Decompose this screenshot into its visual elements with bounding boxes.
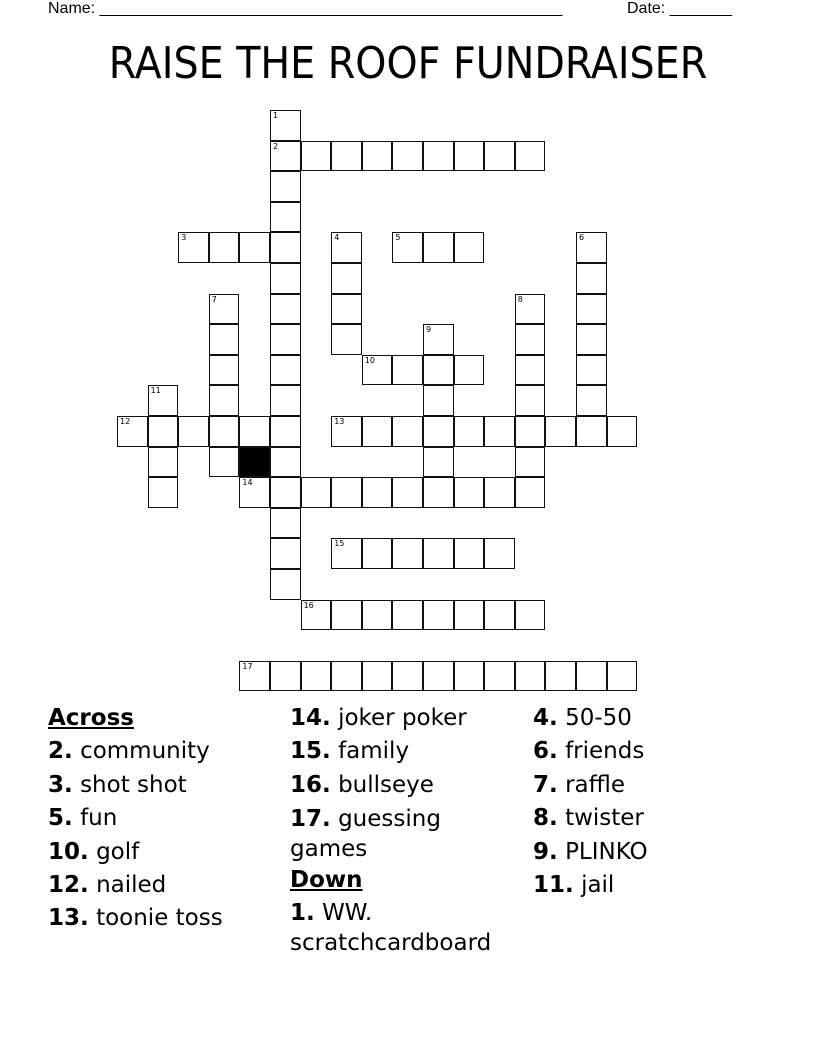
grid-cell[interactable] — [576, 661, 607, 692]
grid-cell[interactable] — [148, 477, 179, 508]
grid-cell[interactable] — [392, 141, 423, 172]
grid-cell[interactable] — [270, 355, 301, 386]
clue-across-13: 13. toonie toss — [48, 905, 223, 932]
across-heading: Across — [48, 705, 134, 731]
clue-across-14: 14. joker poker — [290, 705, 467, 731]
grid-cell[interactable] — [454, 416, 485, 447]
grid-cell[interactable] — [331, 600, 362, 631]
grid-cell[interactable] — [484, 600, 515, 631]
grid-cell[interactable] — [362, 416, 393, 447]
grid-cell[interactable] — [270, 171, 301, 202]
grid-cell[interactable] — [209, 324, 240, 355]
grid-cell[interactable] — [545, 661, 576, 692]
grid-cell[interactable] — [270, 110, 301, 141]
grid-cell[interactable] — [301, 141, 332, 172]
clue-across-3: 3. shot shot — [48, 771, 187, 798]
grid-cell[interactable] — [545, 416, 576, 447]
grid-cell[interactable] — [331, 538, 362, 569]
grid-cell[interactable] — [392, 661, 423, 692]
grid-cell[interactable] — [515, 447, 546, 478]
black-cell — [239, 447, 270, 478]
grid-cell[interactable] — [331, 232, 362, 263]
date-field[interactable]: Date: _______ — [627, 0, 732, 17]
grid-cell[interactable] — [362, 538, 393, 569]
grid-cell[interactable] — [270, 294, 301, 325]
grid-cell[interactable] — [331, 661, 362, 692]
grid-cell[interactable] — [301, 477, 332, 508]
grid-cell[interactable] — [392, 232, 423, 263]
grid-cell[interactable] — [148, 447, 179, 478]
clue-across-12: 12. nailed — [48, 872, 167, 899]
grid-cell[interactable] — [607, 416, 638, 447]
grid-cell[interactable] — [576, 263, 607, 294]
grid-cell[interactable] — [576, 355, 607, 386]
clue-down-9: 9. PLINKO — [533, 838, 648, 865]
grid-cell[interactable] — [148, 416, 179, 447]
grid-cell[interactable] — [454, 232, 485, 263]
clue-down-11: 11. jail — [533, 872, 615, 899]
grid-cell[interactable] — [515, 141, 546, 172]
grid-cell[interactable] — [392, 355, 423, 386]
grid-cell[interactable] — [209, 294, 240, 325]
grid-cell[interactable] — [423, 355, 454, 386]
grid-cell[interactable] — [239, 661, 270, 692]
grid-cell[interactable] — [484, 477, 515, 508]
grid-cell[interactable] — [331, 324, 362, 355]
grid-cell[interactable] — [331, 416, 362, 447]
grid-cell[interactable] — [515, 477, 546, 508]
grid-cell[interactable] — [301, 600, 332, 631]
grid-cell[interactable] — [270, 385, 301, 416]
grid-cell[interactable] — [209, 355, 240, 386]
grid-cell[interactable] — [392, 416, 423, 447]
grid-cell[interactable] — [270, 447, 301, 478]
clue-down-8: 8. twister — [533, 805, 644, 832]
grid-cell[interactable] — [515, 355, 546, 386]
grid-cell[interactable] — [454, 477, 485, 508]
grid-cell[interactable] — [362, 477, 393, 508]
grid-cell[interactable] — [515, 416, 546, 447]
grid-cell[interactable] — [331, 263, 362, 294]
clue-down-6: 6. friends — [533, 738, 645, 765]
grid-cell[interactable] — [392, 538, 423, 569]
grid-cell[interactable] — [484, 538, 515, 569]
grid-cell[interactable] — [270, 263, 301, 294]
clue-number: 2 — [273, 141, 279, 151]
clue-number: 7 — [211, 294, 217, 304]
clue-number: 4 — [334, 233, 340, 243]
grid-cell[interactable] — [148, 385, 179, 416]
clue-number: 14 — [242, 478, 253, 488]
clue-across-17: 17. guessing games — [290, 806, 441, 863]
clue-down-1: 1. WW. scratchcardboard — [290, 899, 492, 956]
clue-number: 17 — [242, 661, 253, 671]
grid-cell[interactable] — [362, 141, 393, 172]
grid-cell[interactable] — [270, 324, 301, 355]
grid-cell[interactable] — [454, 141, 485, 172]
grid-cell[interactable] — [423, 477, 454, 508]
clue-down-7: 7. raffle — [533, 771, 625, 798]
grid-cell[interactable] — [454, 355, 485, 386]
clue-down-4: 4. 50-50 — [533, 705, 632, 731]
clue-number: 16 — [303, 600, 314, 610]
clue-number: 12 — [120, 417, 131, 426]
grid-cell[interactable] — [484, 416, 515, 447]
grid-cell[interactable] — [576, 324, 607, 355]
grid-cell[interactable] — [239, 416, 270, 447]
grid-cell[interactable] — [270, 141, 301, 172]
grid-cell[interactable] — [423, 600, 454, 631]
grid-cell[interactable] — [270, 569, 301, 600]
grid-cell[interactable] — [423, 324, 454, 355]
clue-number: 5 — [395, 233, 401, 243]
grid-cell[interactable] — [423, 447, 454, 478]
down-heading: Down — [290, 867, 363, 894]
grid-cell[interactable] — [209, 416, 240, 447]
grid-cell[interactable] — [515, 294, 546, 325]
grid-cell[interactable] — [178, 416, 209, 447]
clue-number: 9 — [426, 325, 432, 335]
clue-across-5: 5. fun — [48, 805, 118, 832]
clues-column-2 — [290, 702, 520, 958]
grid-cell[interactable] — [423, 661, 454, 692]
grid-cell[interactable] — [576, 232, 607, 263]
grid-cell[interactable] — [270, 416, 301, 447]
grid-cell[interactable] — [362, 661, 393, 692]
grid-cell[interactable] — [178, 232, 209, 263]
grid-cell[interactable] — [515, 600, 546, 631]
grid-cell[interactable] — [423, 141, 454, 172]
grid-cell[interactable] — [515, 324, 546, 355]
clue-number: 15 — [334, 539, 345, 549]
grid-cell[interactable] — [270, 232, 301, 263]
grid-cell[interactable] — [484, 661, 515, 692]
grid-cell[interactable] — [362, 600, 393, 631]
clue-number: 1 — [273, 111, 279, 120]
grid-cell[interactable] — [576, 385, 607, 416]
grid-cell[interactable] — [117, 416, 148, 447]
grid-cell[interactable] — [209, 232, 240, 263]
clue-across-2: 2. community — [48, 738, 210, 765]
name-field[interactable]: Name: ____________________________________________________ — [48, 0, 563, 17]
clue-number: 10 — [364, 355, 375, 365]
grid-cell[interactable] — [209, 385, 240, 416]
grid-cell[interactable] — [362, 355, 393, 386]
grid-cell[interactable] — [515, 385, 546, 416]
grid-cell[interactable] — [239, 477, 270, 508]
grid-cell[interactable] — [331, 477, 362, 508]
grid-cell[interactable] — [607, 661, 638, 692]
grid-cell[interactable] — [270, 661, 301, 692]
grid-cell[interactable] — [331, 294, 362, 325]
grid-cell[interactable] — [239, 232, 270, 263]
grid-cell[interactable] — [270, 477, 301, 508]
grid-cell[interactable] — [392, 477, 423, 508]
grid-cell[interactable] — [454, 661, 485, 692]
clue-number: 11 — [150, 386, 161, 396]
clue-number: 8 — [517, 294, 523, 304]
grid-cell[interactable] — [423, 538, 454, 569]
clue-number: 13 — [334, 417, 345, 426]
page-title: RAISE THE ROOF FUNDRAISER — [108, 38, 708, 89]
grid-cell[interactable] — [270, 202, 301, 233]
clue-number: 3 — [181, 233, 187, 243]
grid-cell[interactable] — [576, 416, 607, 447]
grid-cell[interactable] — [423, 416, 454, 447]
grid-cell[interactable] — [331, 141, 362, 172]
grid-cell[interactable] — [270, 538, 301, 569]
clue-number: 6 — [579, 233, 585, 243]
grid-cell[interactable] — [270, 508, 301, 539]
grid-cell[interactable] — [423, 385, 454, 416]
grid-cell[interactable] — [454, 538, 485, 569]
grid-cell[interactable] — [576, 294, 607, 325]
clue-across-16: 16. bullseye — [290, 771, 434, 798]
grid-cell[interactable] — [515, 661, 546, 692]
clues-column-1 — [48, 702, 288, 936]
grid-cell[interactable] — [423, 232, 454, 263]
clue-across-15: 15. family — [290, 738, 410, 765]
grid-cell[interactable] — [301, 661, 332, 692]
clues-column-3 — [533, 702, 773, 902]
grid-cell[interactable] — [392, 600, 423, 631]
grid-cell[interactable] — [454, 600, 485, 631]
grid-cell[interactable] — [209, 447, 240, 478]
grid-cell[interactable] — [484, 141, 515, 172]
clue-across-10: 10. golf — [48, 838, 140, 865]
